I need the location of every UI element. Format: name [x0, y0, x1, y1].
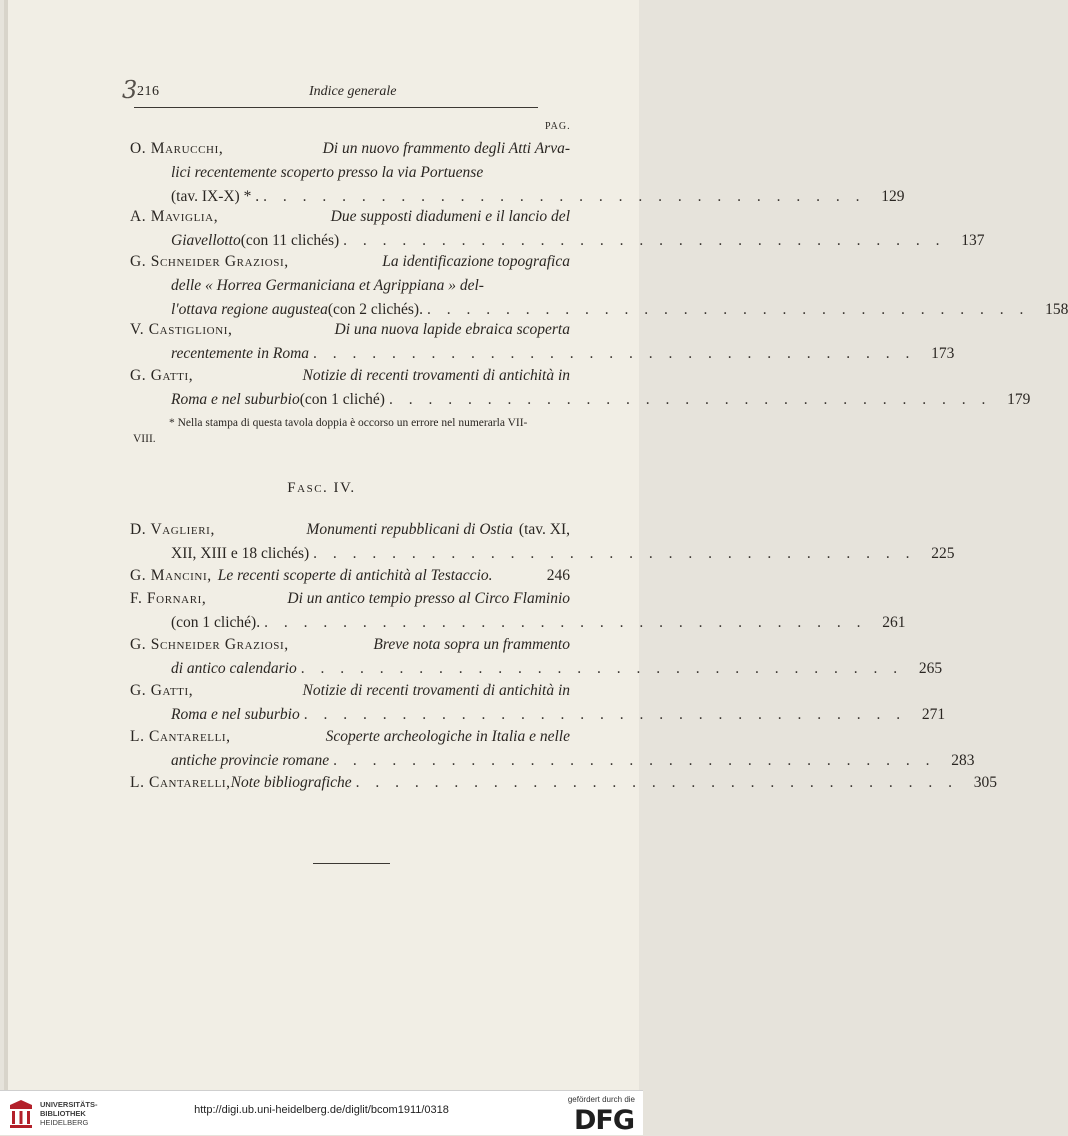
entry-note: (con 11 clichés) — [240, 232, 340, 249]
entry-page: 158 — [1045, 301, 1068, 318]
entry-title: Le recenti scoperte di antichità al Testaccio. — [217, 567, 493, 584]
entry-page: 137 — [961, 232, 985, 249]
entry-line — [130, 703, 946, 727]
entry-author: G. Gatti, — [130, 682, 194, 699]
dot-leader: . . . . . . . . . . . . . . . . . . . . . . . . . . . . . . . — [313, 345, 916, 362]
toc-entry-schneider-graziosi — [130, 250, 1068, 322]
toc-entry-fornari — [130, 587, 906, 635]
entry-line — [130, 161, 570, 185]
entry-line — [130, 364, 570, 388]
toc-entry-gatti-2 — [130, 679, 946, 727]
entry-title: di antico calendario — [171, 660, 297, 677]
entry-author: F. Fornari, — [130, 590, 207, 607]
entry-author: G. Schneider Graziosi, — [130, 636, 289, 653]
entry-title: Notizie di recenti trovamenti di antichità in — [302, 682, 570, 699]
entry-note: (con 1 cliché). — [171, 614, 261, 631]
page-edge — [4, 0, 8, 1090]
dot-leader: . . . . . . . . . . . . . . . . . . . . . . . . . . . . . . . — [264, 614, 867, 631]
entry-page: 225 — [931, 545, 955, 562]
entry-author: A. Maviglia, — [130, 208, 219, 225]
entry-page: 265 — [918, 660, 943, 677]
entry-line — [130, 771, 998, 795]
end-rule — [313, 863, 390, 864]
dot-leader: . . . . . . . . . . . . . . . . . . . . . . . . . . . . . . . — [333, 752, 936, 769]
entry-note: (con 1 cliché) — [299, 391, 385, 408]
toc-entry-marucchi — [130, 137, 905, 209]
dfg-logo: DFG — [573, 1105, 634, 1136]
entry-title: Roma e nel suburbio — [171, 706, 300, 723]
entry-author: L. Cantarelli, — [130, 774, 231, 791]
dot-leader: . . . . . . . . . . . . . . . . . . . . . . . . . . . . . . . — [263, 188, 866, 205]
entry-line — [130, 542, 955, 566]
entry-line — [130, 388, 1031, 412]
entry-title: Monumenti repubblicani di Ostia — [306, 521, 513, 538]
entry-page: 261 — [882, 614, 906, 631]
entry-page: 129 — [881, 188, 905, 205]
entry-line — [130, 657, 943, 681]
toc-entry-castiglioni — [130, 318, 955, 366]
entry-line — [130, 611, 906, 635]
entry-line — [130, 679, 570, 703]
page-number: 216 — [137, 84, 160, 99]
entry-title: Notizie di recenti trovamenti di antichità in — [302, 367, 570, 384]
entry-page: 305 — [973, 774, 998, 791]
entry-title: recentemente in Roma — [171, 345, 310, 362]
entry-title: Di una nuova lapide ebraica scoperta — [334, 321, 570, 338]
entry-page: 271 — [921, 706, 946, 723]
entry-title: antiche provincie romane — [171, 752, 330, 769]
entry-title: Due supposti diadumeni e il lancio del — [330, 208, 570, 225]
entry-page: 246 — [546, 567, 570, 584]
entry-note: XII, XIII e 18 clichés) — [171, 545, 310, 562]
entry-title: Di un nuovo frammento degli Atti Arva- — [322, 140, 570, 157]
section-title: Fasc. IV. — [287, 480, 356, 496]
dot-leader: . . . . . . . . . . . . . . . . . . . . . . . . . . . . . . . — [388, 391, 992, 408]
entry-title: Scoperte archeologiche in Italia e nelle — [325, 728, 570, 745]
toc-entry-schneider-graziosi-2 — [130, 633, 943, 681]
entry-title: l'ottava regione augustea — [171, 301, 328, 318]
entry-line — [130, 633, 570, 657]
entry-title: delle « Horrea Germaniciana et Agrippiana » del- — [171, 277, 484, 294]
footnote: * Nella stampa di questa tavola doppia è occorso un errore nel numerarla VII-VIII. — [133, 417, 528, 445]
pag-label: PAG. — [545, 121, 571, 132]
entry-author: G. Schneider Graziosi, — [130, 253, 289, 270]
header-rule — [134, 107, 538, 108]
entry-title: Roma e nel suburbio — [171, 391, 300, 408]
entry-page: 173 — [931, 345, 955, 362]
entry-line — [130, 725, 570, 749]
entry-line — [130, 564, 570, 588]
entry-author: D. Vaglieri, — [130, 521, 215, 538]
entry-title: Di un antico tempio presso al Circo Flaminio — [287, 590, 570, 607]
toc-entry-cantarelli — [130, 725, 975, 773]
entry-title: lici recentemente scoperto presso la via Portuense — [171, 164, 484, 181]
entry-line — [130, 318, 570, 342]
toc-entry-cantarelli-2 — [130, 771, 998, 795]
entry-page: 179 — [1007, 391, 1031, 408]
entry-line — [130, 137, 570, 161]
library-name: UNIVERSITÄTS- BIBLIOTHEK HEIDELBERG — [40, 1100, 98, 1127]
funded-by-label: gefördert durch die — [567, 1095, 635, 1104]
dot-leader: . . . . . . . . . . . . . . . . . . . . . . . . . . . . . . . — [426, 301, 1030, 318]
dot-leader: . . . . . . . . . . . . . . . . . . . . . . . . . . . . . . . — [343, 232, 946, 249]
dot-leader: . . . . . . . . . . . . . . . . . . . . . . . . . . . . . . . — [355, 774, 959, 791]
entry-line — [130, 274, 570, 298]
toc-entry-vaglieri — [130, 518, 955, 566]
entry-author: G. Mancini, — [130, 567, 212, 584]
handwritten-mark: 3 — [122, 76, 138, 104]
entry-title: Giavellotto — [171, 232, 241, 249]
entry-author: O. Marucchi, — [130, 140, 224, 157]
entry-note: (con 2 clichés). — [327, 301, 423, 318]
toc-entry-gatti — [130, 364, 1031, 412]
entry-author: L. Cantarelli, — [130, 728, 231, 745]
entry-note: (tav. XI, — [518, 521, 570, 538]
entry-line — [130, 250, 570, 274]
dot-leader: . . . . . . . . . . . . . . . . . . . . . . . . . . . . . . . — [313, 545, 916, 562]
permalink-url[interactable]: http://digi.ub.uni-heidelberg.de/diglit/bcom1911/0318 — [194, 1104, 449, 1116]
entry-title: Note bibliografiche — [230, 774, 352, 791]
entry-line — [130, 342, 955, 366]
running-title: Indice generale — [309, 84, 397, 99]
entry-line — [130, 518, 570, 542]
entry-line — [130, 749, 975, 773]
entry-note: (tav. IX-X) * . — [171, 188, 260, 205]
entry-author: G. Gatti, — [130, 367, 194, 384]
entry-title: La identificazione topografica — [382, 253, 570, 270]
toc-entry-maviglia — [130, 205, 985, 253]
entry-line — [130, 205, 570, 229]
toc-entry-mancini — [130, 564, 570, 588]
dot-leader: . . . . . . . . . . . . . . . . . . . . . . . . . . . . . . . — [300, 660, 904, 677]
entry-author: V. Castiglioni, — [130, 321, 233, 338]
entry-title: Breve nota sopra un frammento — [373, 636, 570, 653]
entry-page: 283 — [951, 752, 975, 769]
page-header — [122, 76, 538, 106]
digitization-footer — [0, 1090, 643, 1135]
entry-line — [130, 587, 570, 611]
dot-leader: . . . . . . . . . . . . . . . . . . . . . . . . . . . . . . . — [303, 706, 907, 723]
dot-leader — [493, 564, 538, 588]
